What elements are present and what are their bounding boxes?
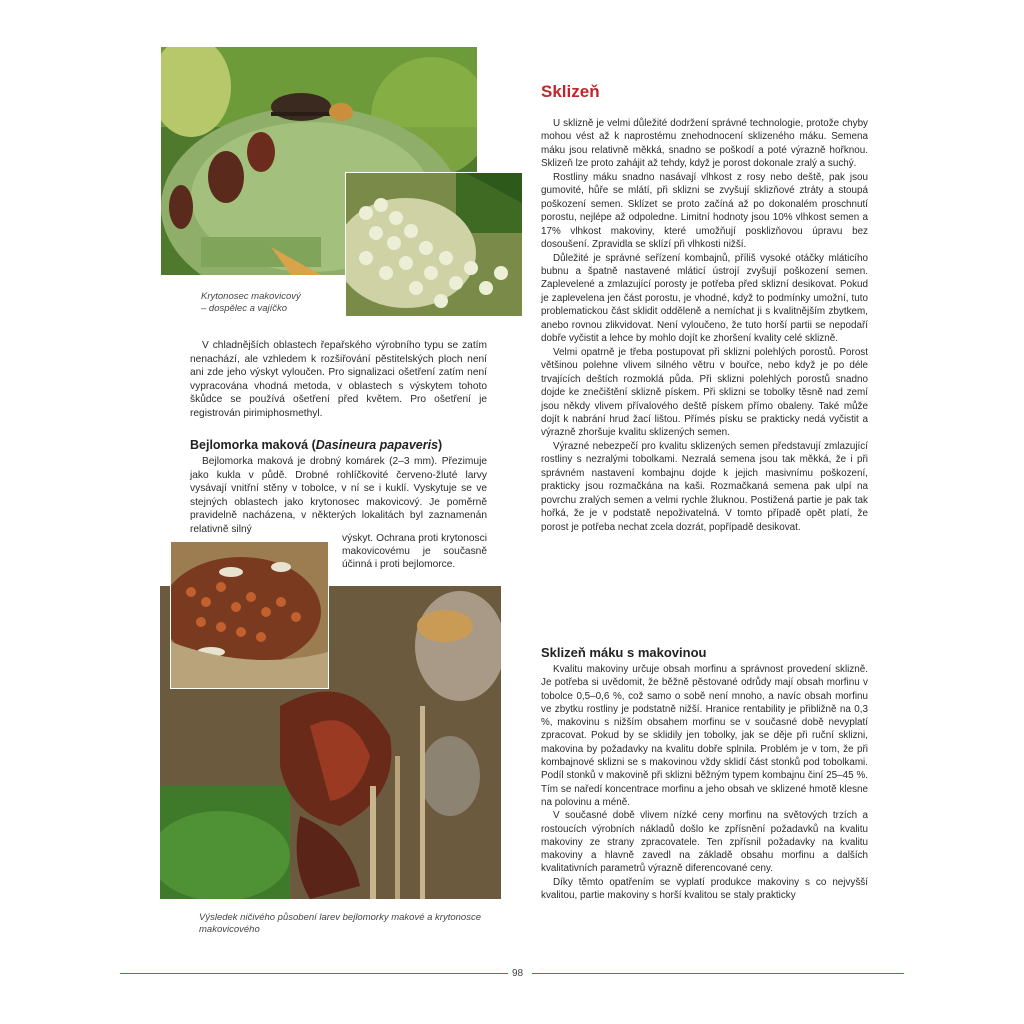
footer-rule-right <box>532 973 904 974</box>
caption-weevil-line2: – dospělec a vajíčko <box>201 303 288 314</box>
intro-paragraph: V chladnějších oblastech řepařského výrobního typu se zatím nenachází, ale vzhledem k rozšiřování pěstitelských ploch není ani zde jeho výskyt vyloučen. Pro signalizaci ošetření zatím není vypracována vhodná metoda, v oblastech s výskytem tohoto škůdce se používá ošetření před květem. Pro ošetření je registrován pirimiphosmethyl. <box>190 340 487 419</box>
makovina-paragraph-1: Kvalitu makoviny určuje obsah morfinu a správnost provedení sklizně. Je potřeba si uvědomit, že běžně pěstované odrůdy mají obsah morfinu v tobolce 0,5–0,6 %, což samo o sobě není mnoho, a navíc obsah morfinu ve zbytku rostliny je podstatně nižší. Hranice rentability je přibližně na 0,3 %, makovinu s nižším obsahem morfinu se v současné době nevyplatí zpracovat. Pokud by se sklidily jen tobolky, jak se děje při ruční sklizni, makovina by požadavky na kvalitu dobře splnila. Problém je v tom, že při kombajnové sklizni se s makovinou vždy sklidí část stonků pod tobolkami. Podíl stonků v makovině při sklizni běžným typem kombajnu činí 25–45 %. Tím se naředí koncentrace morfinu a jeho obsah ve sklizené hmotě klesne na polovinu a méně. <box>541 664 868 808</box>
sklizen-paragraph-5: Výrazné nebezpečí pro kvalitu sklizených semen představují zmlazující rostliny s nezralými tobolkami. Nezralá semena jsou tak měkká, že i při správném nastavení kombajnu dojde k jejich masivnímu poškození, prakticky jsou rozmačkána na kaši. Rozmačkaná semena pak ulpí na povrchu zralých semen a velmi rychle žluknou. Postižená partie je pak tak hořká, že je v podstatě nepoživatelná. V tomto případě opět platí, že porost je potřeba nechat zcela dozrát, popřípadě desikovat. <box>541 440 868 533</box>
caption-damage <box>199 912 481 936</box>
right-sklizen-text <box>541 117 868 534</box>
photo-larvae-inset <box>170 541 329 689</box>
caption-damage-line1: Výsledek ničivého působení larev bejlomorky makové a krytonosce <box>199 912 481 923</box>
caption-weevil-line1: Krytonosec makovicový <box>201 291 301 302</box>
makovina-paragraph-2: V současné době vlivem nízké ceny morfinu na světových trzích a rostoucích výrobních nákladů došlo ke zpřísnění požadavků na kvalitu makoviny ze strany zpracovatele. Ten zpřísnil požadavky na kvalitu makoviny a hlavně zavedl na základě obsahu morfinu a dalších kvalitativních parametrů výrazně diferencované ceny. <box>541 810 868 875</box>
heading-bejlomorka-plain: Bejlomorka maková ( <box>190 438 316 452</box>
right-makovina-text <box>541 663 868 902</box>
sklizen-paragraph-1: U sklizně je velmi důležité dodržení správné technologie, protože chyby mohou vést až k naprostému znehodnocení sklizeného máku. Semena máku jsou relativně měkká, snadno se poškodí a poté výrazně hořknou. Sklizeň lze proto zahájit až tehdy, když je porost dokonale zralý a suchý. <box>541 118 868 170</box>
bejlomorka-paragraph-end: výskyt. Ochrana proti krytonosci makovicovému je současně účinná i proti bejlomorce. <box>342 533 487 570</box>
page-number: 98 <box>512 968 524 979</box>
heading-sklizen: Sklizeň <box>541 82 600 101</box>
heading-bejlomorka-close: ) <box>438 438 443 452</box>
heading-bejlomorka-latin: Dasineura papaveris <box>315 438 439 452</box>
sklizen-paragraph-2: Rostliny máku snadno nasávají vlhkost z rosy nebo deště, pak jsou gumovité, hůře se mlátí, při sklizni se zvyšují sklizňové ztráty a stoupá poškození semen. Sklízet se proto začíná až po dokonalém proschnutí porostu, nejlépe až odpoledne. Limitní hodnoty jsou 10% vlhkost semen a 17% vlhkost makoviny, které umožňují posklizňovou úpravu bez dosoušení. Zpravidla se sklízí při vlhkosti nižší. <box>541 171 868 251</box>
left-bejlomorka-text-end <box>342 532 487 571</box>
sklizen-paragraph-4: Velmi opatrně je třeba postupovat při sklizni polehlých porostů. Porost většinou polehne vlivem silného větru v bouřce, nebo když je po déle trvajících deštích rozmoklá půda. Při sklizni polehlých porostů snadno dojde ke znečištění sklizně pískem. Při sklizni se tobolky těsně nad zemí jsou někdy vlivem přívalového deště pískem přímo obaleny. Také může dojít k nabrání hrud žací lištou. Přímés písku se prakticky nedá vyčistit a výrazně zhoršuje kvalitu sklizených semen. <box>541 346 868 439</box>
heading-sklizen-makovina: Sklizeň máku s makovinou <box>541 645 707 660</box>
heading-bejlomorka <box>190 438 442 452</box>
footer-rule-left <box>120 973 508 974</box>
caption-damage-line2: makovicového <box>199 924 260 935</box>
makovina-paragraph-3: Díky těmto opatřením se vyplatí produkce makoviny s co nejvyšší kvalitou, partie makoviny s horší kvalitou se staly prakticky <box>541 876 868 902</box>
caption-weevil <box>201 291 301 315</box>
photo-weevil-eggs <box>345 172 523 317</box>
left-bejlomorka-text <box>190 455 487 536</box>
sklizen-paragraph-3: Důležité je správné seřízení kombajnů, příliš vysoké otáčky mláticího bubnu a špatně nastavené mláticí ústrojí zvyšují poškození semen. Zaplevelené a zmlazující porosty je potřeba před sklizní desikovat. Pokud je zaplevelena jen část porostu, je vhodné, když to podmínky umožní, tuto problematickou část sklidit odděleně a nemíchat ji s kvalitnějším zbytkem, anebo rovnou zlikvidovat. Není vyloučeno, že tuto horší partii se nepodaří dobře vyčistit a lehce by mohlo dojít ke zhoršení kvality celé sklizně. <box>541 252 868 345</box>
left-intro-text <box>190 339 487 420</box>
bejlomorka-paragraph: Bejlomorka maková je drobný komárek (2–3 mm). Přezimuje jako kukla v půdě. Drobné rohlíčkovité červeno-žluté larvy vysávají vnitřní stěny v tobolce, v ní se i kuklí. Vyskytuje se ve stejných oblastech jako krytonosec makovicový. Je poměrně pravidelně nacházena, v některých lokalitách byl zaznamenán relativně silný <box>190 456 487 535</box>
